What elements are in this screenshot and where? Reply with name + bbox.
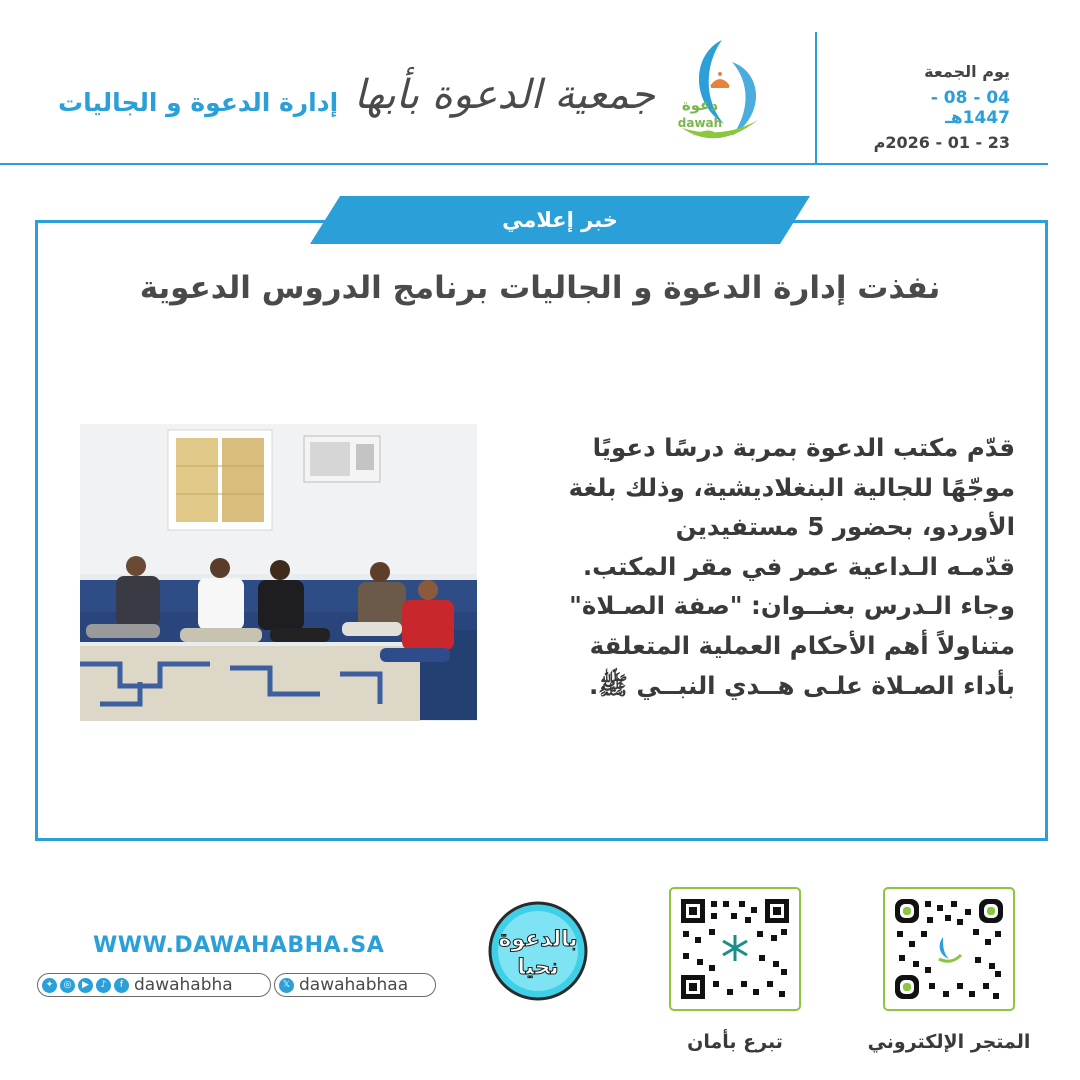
logo-wordmark-en: dawah [677, 116, 723, 130]
date-block [860, 62, 1010, 152]
body-line: قدّم مكتب الدعوة بمربة درسًا دعويًا [592, 433, 1015, 462]
website-url[interactable]: WWW.DAWAHABHA.SA [93, 933, 385, 958]
x-link-pill[interactable] [274, 973, 436, 997]
youtube-icon[interactable]: ▶ [78, 978, 93, 993]
body-line: الأوردو، بحضور 5 مستفيدين [675, 512, 1015, 542]
slogan-badge [483, 896, 593, 1006]
qr-donate[interactable] [669, 887, 801, 1011]
x-icon[interactable]: 𝕏 [279, 978, 294, 993]
date-gregorian: 23 - 01 - 2026م [873, 133, 1010, 152]
group-photo-image [80, 424, 477, 721]
qr-code-icon [893, 897, 1005, 1001]
date-day: يوم الجمعة [924, 62, 1010, 81]
qr-store-label: المتجر الإلكتروني [867, 1031, 1031, 1053]
news-headline: نفذت إدارة الدعوة و الجاليات برنامج الدروس الدعوية [139, 270, 941, 306]
tiktok-icon[interactable]: ♪ [96, 978, 111, 993]
news-body [495, 428, 1015, 705]
body-line: موجّهًا للجالية البنغلاديشية، وذلك بلغة [568, 472, 1015, 502]
date-hijri: 04 - 08 - 1447هـ [930, 88, 1010, 128]
body-line: قدّمـه الـداعية عمر في مقر المكتب. [582, 551, 1015, 581]
header-divider-vertical [815, 32, 817, 164]
facebook-icon[interactable]: f [114, 978, 129, 993]
donate-logo-icon [719, 931, 751, 965]
social-links-pill[interactable] [37, 973, 271, 997]
body-line: وجاء الـدرس بعنــوان: "صفة الصـلاة" [569, 591, 1015, 621]
badge-text-line2: نحيا [517, 955, 559, 980]
qr-code-icon [679, 897, 791, 1001]
organization-logo [354, 32, 770, 152]
qr-store[interactable] [883, 887, 1015, 1011]
instagram-icon[interactable]: ◎ [60, 978, 75, 993]
logo-wordmark-ar: دعوة [681, 96, 719, 114]
qr-donate-label: تبرع بأمان [687, 1031, 783, 1053]
body-line: متناولاً أهم الأحكام العملية المتعلقة [589, 630, 1015, 660]
snapchat-icon[interactable]: ✦ [42, 978, 57, 993]
badge-text-line1: بالدعوة [498, 927, 578, 952]
header-divider-horizontal [0, 163, 1048, 165]
x-handle[interactable]: dawahabhaa [299, 975, 409, 995]
mosque-dome-logo-icon [662, 32, 772, 150]
ribbon-label: خبر إعلامي [502, 208, 618, 232]
social-handle[interactable]: dawahabha [134, 975, 233, 995]
store-logo-icon [933, 931, 965, 965]
body-line: بأداء الصـلاة علـى هــدي النبــي ﷺ. [589, 670, 1015, 700]
department-title: إدارة الدعوة و الجاليات [58, 88, 339, 117]
logo-calligraphy: جمعية الدعوة بأبها [354, 72, 655, 118]
